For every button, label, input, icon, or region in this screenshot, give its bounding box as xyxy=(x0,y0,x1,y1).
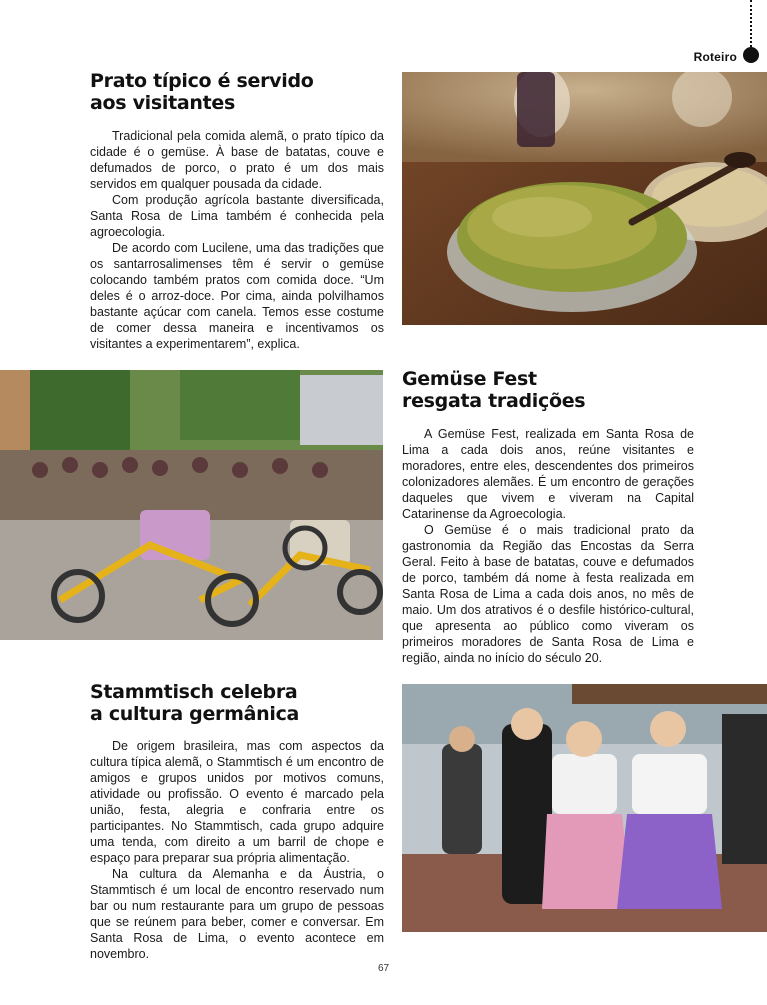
photo-gemuse-fest-parade xyxy=(0,370,383,640)
page-number: 67 xyxy=(377,963,390,974)
headline-stammtisch: Stammtisch celebra a cultura germânica xyxy=(90,681,300,725)
article-stammtisch-body: De origem brasileira, mas com aspectos da cultura típica alemã, o Stammtisch é um encontro de amigos e grupos unidos por motivos comuns, atividade ou profissão. O evento é marcado pela união, festa, alegria e confraria entre os participantes. No Stammtisch, cada grupo adquire uma tenda, com direito a um barril de chope e espaço para preparar sua própria alimentação. Na cultura da Alemanha e da Áustria, o Stammtisch é um local de encontro reservado num bar ou num restaurante para um grupo de pessoas que se reúnem para beber, comer e conversar. Em Santa Rosa de Lima, o evento acontece em novembro. xyxy=(90,739,384,961)
dotted-line-decoration xyxy=(750,0,752,47)
headline-prato-tipico: Prato típico é servido aos visitantes xyxy=(90,70,314,114)
photo-stammtisch-dancers xyxy=(402,684,767,932)
photo-gemuse-dish xyxy=(402,72,767,325)
headline-gemuse-fest: Gemüse Fest resgata tradições xyxy=(402,368,586,412)
section-label: Roteiro xyxy=(693,50,737,64)
article-gemuse-fest-body: A Gemüse Fest, realizada em Santa Rosa de Lima a cada dois anos, reúne visitantes e moradores, entre eles, descendentes dos primeiros colonizadores alemães. É um encontro de gerações daqueles que vivem e viveram na Capital Catarinense da Agroecologia. O Gemüse é o mais tradicional prato da gastronomia da Região das Encostas da Serra Geral. Feito à base de batatas, couve e defumados de porco, também dá nome à festa realizada em Santa Rosa de Lima a cada dois anos, no mês de maio. Um dos atrativos é o desfile histórico-cultural, que apresenta ao público como viveram os primeiros moradores de Santa Rosa de Lima e região, ainda no início do século 20. xyxy=(402,427,694,665)
article-prato-tipico-body: Tradicional pela comida alemã, o prato típico da cidade é o gemüse. À base de batatas, couve e defumados de porco, o prato é um dos mais servidos em qualquer pousada da cidade. Com produção agrícola bastante diversificada, Santa Rosa de Lima também é conhecida pela agroecologia. De acordo com Lucilene, uma das tradições que os santarrosalimenses têm é servir o gemüse colocando também pratos com comida doce. “Um deles é o arroz-doce. Por cima, ainda polvilhamos bastante açúcar com canela. Temos esse costume de comer dessa maneira e incentivamos os visitantes a experimentarem”, explica. xyxy=(90,129,384,351)
section-dot xyxy=(743,47,759,63)
